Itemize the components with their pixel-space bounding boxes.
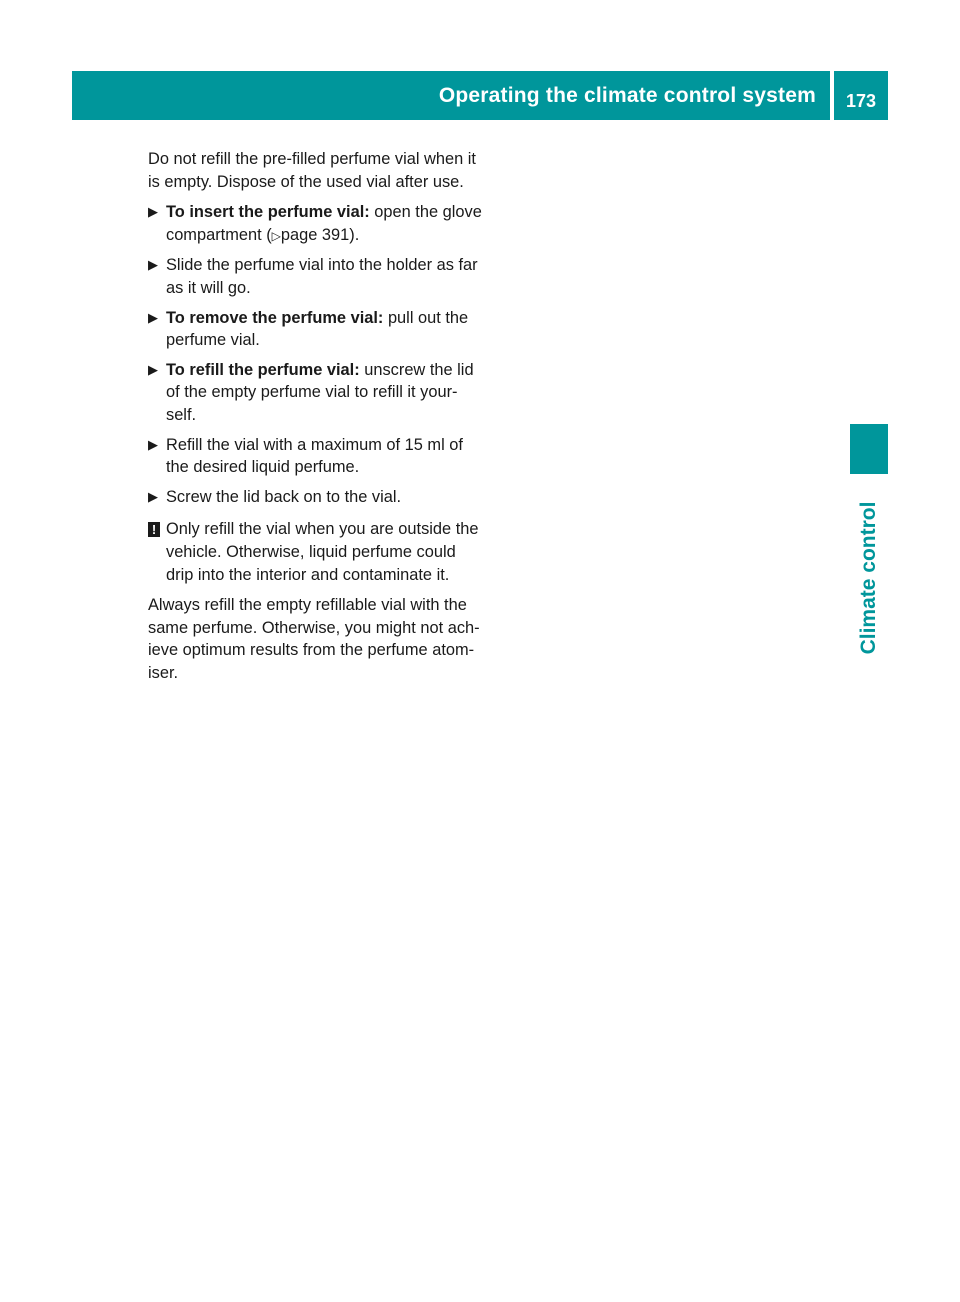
- arrow-right-icon: ▶: [148, 488, 158, 504]
- step-text: Screw the lid back on to the vial.: [166, 487, 402, 506]
- step-text: Slide the perfume vial into the holder as far as it will go.: [166, 256, 478, 297]
- step-text-end: ).: [349, 225, 360, 244]
- arrow-right-icon: ▶: [148, 204, 158, 220]
- step-insert-vial: [148, 201, 484, 247]
- triangle-right-icon: ▷: [271, 228, 281, 243]
- page-reference[interactable]: page 391: [280, 225, 350, 244]
- step-refill-maximum: [148, 434, 484, 479]
- header-bar: [72, 71, 830, 120]
- intro-paragraph: Do not refill the pre-filled perfume vial when it is empty. Dispose of the used vial after use.: [148, 150, 476, 191]
- closing-paragraph: Always refill the empty refillable vial with the same perfume. Otherwise, you might not ach-ieve optimum results from the perfume atom-iser.: [148, 596, 480, 682]
- step-remove-vial: [148, 307, 484, 352]
- step-text: open the glove compartment (: [166, 203, 482, 244]
- header-title: Operating the climate control system: [438, 84, 816, 107]
- section-label: Climate control: [857, 501, 880, 655]
- arrow-right-icon: ▶: [148, 436, 158, 452]
- step-text: pull out the perfume vial.: [166, 308, 469, 350]
- exclamation-icon: !: [148, 522, 160, 537]
- section-marker: [850, 424, 888, 474]
- main-content: [148, 148, 484, 692]
- arrow-right-icon: ▶: [148, 257, 158, 273]
- step-title: To remove the perfume vial:: [166, 308, 384, 327]
- arrow-right-icon: ▶: [148, 361, 158, 377]
- step-title: To refill the perfume vial:: [166, 360, 360, 379]
- warning-text: Only refill the vial when you are outside the vehicle. Otherwise, liquid perfume could drip into the interior and contaminate it.: [166, 520, 479, 584]
- warning-note: [148, 518, 484, 586]
- step-slide-vial: [148, 254, 484, 299]
- step-text: unscrew the lid of the empty perfume vial to refill it your-self.: [166, 360, 474, 424]
- page-number: 173: [834, 71, 888, 120]
- step-screw-lid: [148, 486, 484, 509]
- step-refill-vial: [148, 359, 484, 427]
- step-text: Refill the vial with a maximum of 15 ml of the desired liquid perfume.: [166, 435, 463, 477]
- step-title: To insert the perfume vial:: [166, 203, 370, 222]
- arrow-right-icon: ▶: [148, 309, 158, 325]
